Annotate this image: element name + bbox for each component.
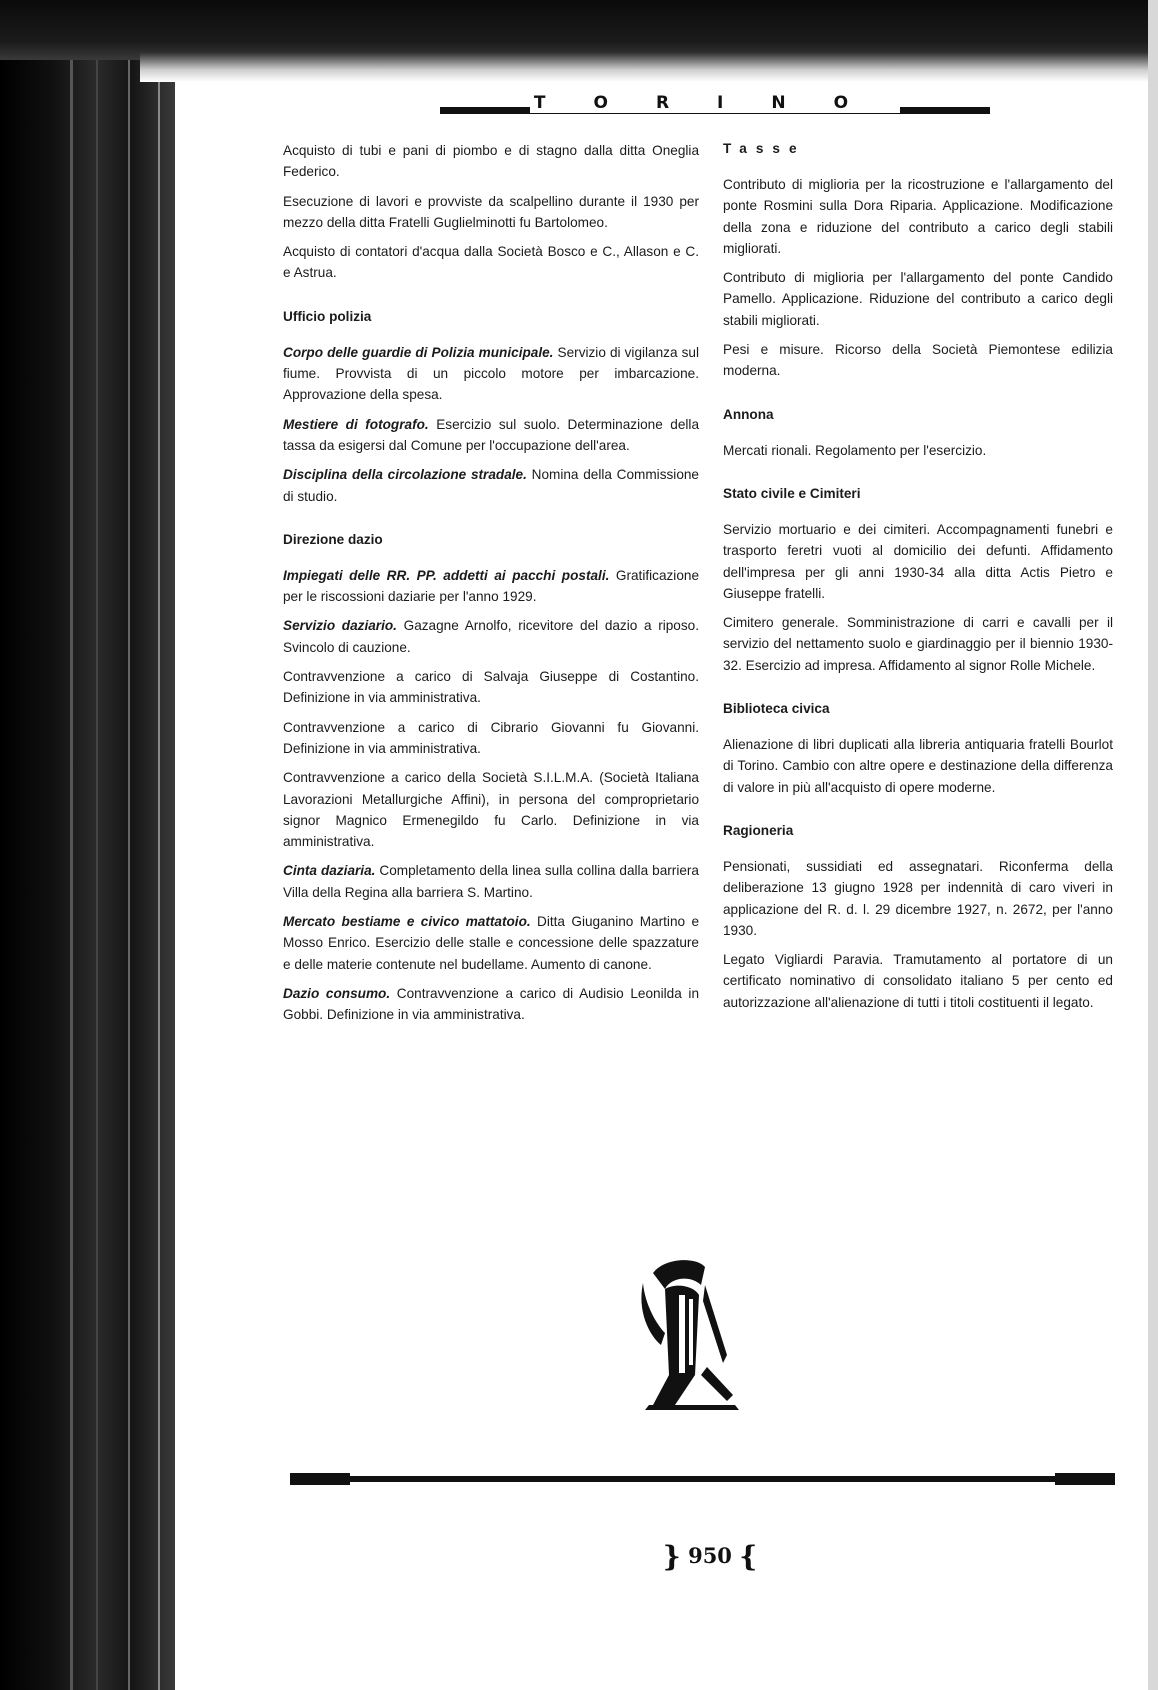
- entry-paragraph: [283, 615, 699, 658]
- section-heading: Ufficio polizia: [283, 308, 372, 324]
- entry-paragraph: Acquisto di tubi e pani di piombo e di stagno dalla ditta Oneglia Federico.: [283, 143, 699, 180]
- entry-paragraph: [283, 911, 699, 975]
- entry-paragraph: Pensionati, sussidiati ed assegnatari. Riconferma della deliberazione 13 giugno 1928 per indennità di caro viveri in applicazione del R. d. l. 29 dicembre 1927, n. 2672, per l'anno 1930.: [723, 858, 1113, 938]
- section-heading: Direzione dazio: [283, 531, 383, 547]
- folio-number: 950: [688, 1543, 732, 1568]
- entry-lead: Dazio consumo.: [283, 985, 391, 1001]
- section-heading: Annona: [723, 406, 774, 422]
- entry-paragraph: Mercati rionali. Regolamento per l'esercizio.: [723, 442, 987, 458]
- printer-ornament-icon: [635, 1255, 745, 1410]
- top-page-edge: [0, 0, 1158, 60]
- entry-lead: Corpo delle guardie di Polizia municipale.: [283, 344, 554, 360]
- entry-paragraph: Cimitero generale. Somministrazione di carri e cavalli per il servizio del nettamento suolo e giardinaggio per il biennio 1930-32. Esercizio ad impresa. Affidamento al signor Rolle Michele.: [723, 615, 1113, 673]
- entry-text: Nomina della Commissione di studio.: [283, 467, 699, 504]
- section-heading: Biblioteca civica: [723, 701, 830, 717]
- entry-paragraph: [283, 414, 699, 457]
- entry-text: Ditta Giuganino Martino e Mosso Enrico. Esercizio delle stalle e concessione delle spazzature e delle materie contenute nel budellame. Aumento di canone.: [283, 914, 700, 972]
- section-heading: Stato civile e Cimiteri: [723, 485, 861, 501]
- entry-paragraph: Alienazione di libri duplicati alla libreria antiquaria fratelli Bourlot di Torino. Cambio con altre opere e destinazione della differenza di valore in più all'acquisto di opere moderne.: [723, 737, 1113, 795]
- entry-text: Contravvenzione a carico di Audisio Leonilda in Gobbi. Definizione in via amministrativa.: [283, 985, 699, 1023]
- entry-paragraph: Acquisto di contatori d'acqua dalla Società Bosco e C., Allason e C. e Astrua.: [283, 244, 699, 281]
- entry-paragraph: [283, 464, 699, 507]
- book-binding-shadow: [0, 0, 175, 1690]
- entry-paragraph: [283, 860, 699, 903]
- entry-lead: Mercato bestiame e civico mattatoio.: [283, 914, 531, 930]
- running-head-title: TORINO: [530, 93, 900, 113]
- entry-lead: Disciplina della circolazione stradale.: [283, 467, 527, 483]
- entry-paragraph: Contributo di miglioria per l'allargamento del ponte Candido Pamello. Applicazione. Riduzione del contributo a carico degli stabili migliorati.: [723, 270, 1113, 328]
- entry-paragraph: Esecuzione di lavori e provviste da scalpellino durante il 1930 per mezzo della ditta Fratelli Guglielminotti fu Bartolomeo.: [283, 193, 699, 230]
- entry-paragraph: Pesi e misure. Ricorso della Società Piemontese edilizia moderna.: [723, 342, 1113, 379]
- footer-rule: [290, 1473, 1115, 1485]
- entry-paragraph: Contravvenzione a carico di Cibrario Giovanni fu Giovanni. Definizione in via amministrativa.: [283, 719, 699, 756]
- entry-text: Esercizio sul suolo. Determinazione della tassa da esigersi dal Comune per l'occupazione dell'area.: [283, 416, 700, 453]
- running-head: [440, 92, 990, 118]
- entry-text: Servizio di vigilanza sul fiume. Provvista di un piccolo motore per imbarcazione. Approvazione della spesa.: [283, 344, 699, 403]
- entry-paragraph: [283, 565, 699, 608]
- entry-paragraph: [283, 983, 699, 1026]
- section-heading: Tasse: [723, 141, 806, 156]
- entry-paragraph: Legato Vigliardi Paravia. Tramutamento al portatore di un certificato nominativo di consolidato italiano 5 per cento ed autorizzazione all'alienazione di tutti i titoli costituenti il legato.: [723, 952, 1113, 1010]
- entry-lead: Impiegati delle RR. PP. addetti ai pacchi postali.: [283, 567, 610, 583]
- entry-text: Gazagne Arnolfo, ricevitore del dazio a riposo. Svincolo di cauzione.: [283, 618, 699, 655]
- section-heading: Ragioneria: [723, 822, 794, 838]
- entry-lead: Cinta daziaria.: [283, 863, 376, 879]
- left-column: [283, 140, 699, 1034]
- entry-paragraph: Contravvenzione a carico della Società S.I.L.M.A. (Società Italiana Lavorazioni Metallurgiche Affini), in persona del comproprietario signor Magnico Ermenegildo fu Carlo. Definizione in via amministrativa.: [283, 770, 699, 850]
- entry-text: Gratificazione per le riscossioni daziarie per l'anno 1929.: [283, 567, 699, 605]
- entry-paragraph: [283, 342, 699, 406]
- entry-paragraph: Contributo di miglioria per la ricostruzione e l'allargamento del ponte Rosmini sulla Dora Riparia. Applicazione. Modificazione della zona e riduzione del contributo a carico degli stabili migliorati.: [723, 177, 1113, 256]
- entry-text: Completamento della linea sulla collina dalla barriera Villa della Regina alla barriera S. Martino.: [283, 863, 699, 900]
- page-number: } 950 {: [662, 1540, 758, 1573]
- entry-lead: Mestiere di fotografo.: [283, 416, 429, 432]
- right-column: [723, 140, 1113, 1021]
- entry-lead: Servizio daziario.: [283, 618, 397, 634]
- entry-paragraph: Contravvenzione a carico di Salvaja Giuseppe di Costantino. Definizione in via amministrativa.: [283, 669, 699, 706]
- entry-paragraph: Servizio mortuario e dei cimiteri. Accompagnamenti funebri e trasporto feretri vuoti al domicilio dei defunti. Affidamento dell'impresa per gli anni 1930-34 alla ditta Actis Pietro e Giuseppe fratelli.: [723, 521, 1113, 601]
